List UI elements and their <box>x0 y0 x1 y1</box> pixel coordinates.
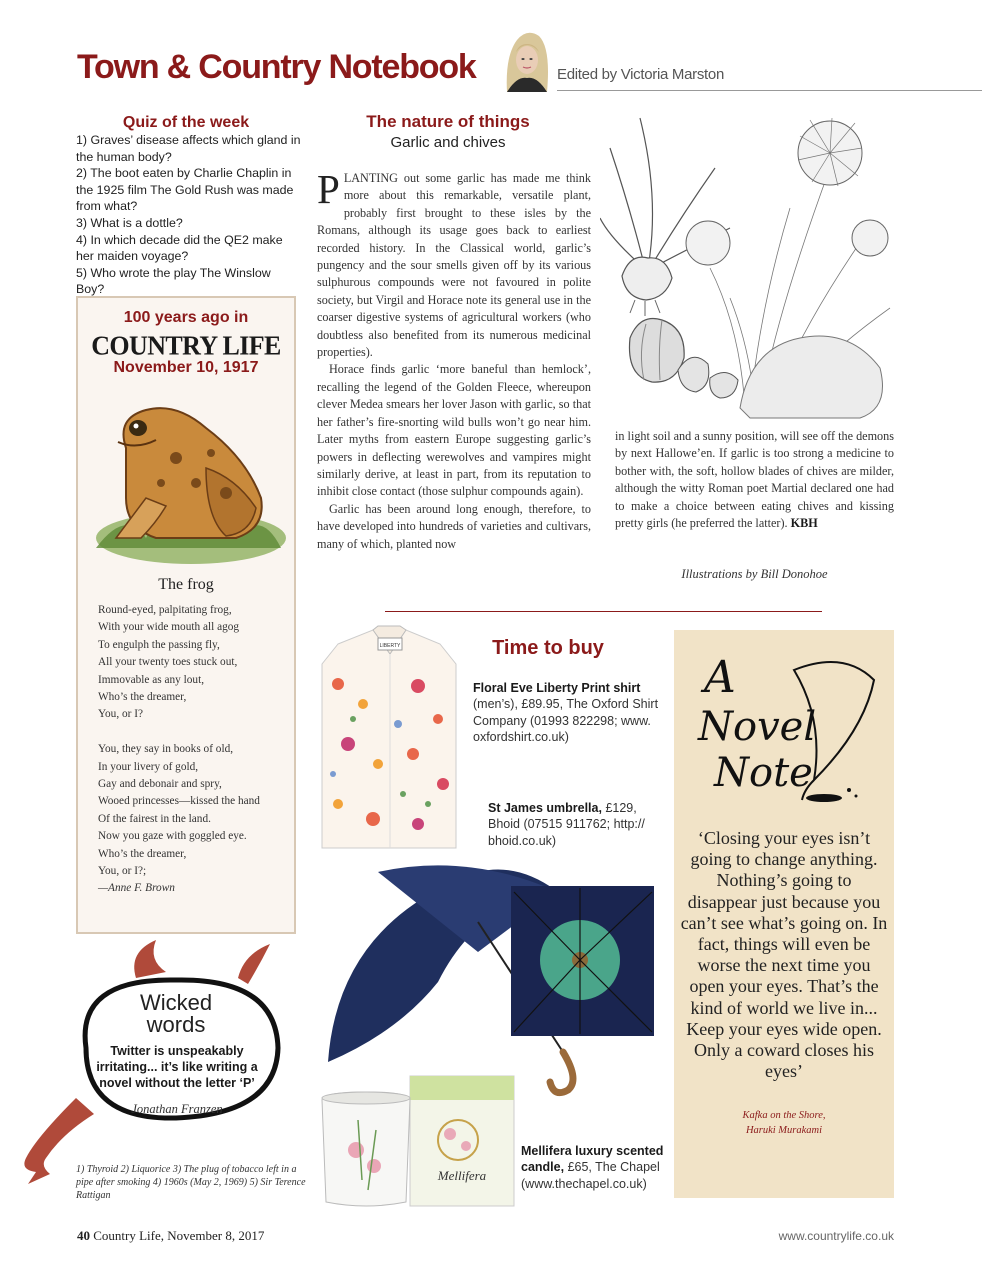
poem-line: With your wide mouth all agog <box>98 621 240 634</box>
shirt-detail: (men’s), £89.95, The Oxford Shirt Company (01993 822298; www. oxfordshirt.co.uk) <box>473 697 659 745</box>
illustration-credit: Illustrations by Bill Donohoe <box>681 567 828 581</box>
poem-line: You, they say in books of old, <box>98 743 234 756</box>
umbrella-detail: £129, Bhoid (07515 911762; http:// bhoid.co.uk) <box>488 801 645 848</box>
nature-paragraph: Horace finds garlic ‘more baneful than hemlock’, recalling the legend of the Golden Fleece, whereupon clever Medea smears her lover Jason with garlic, so that her father’s fire-snorting wild bulls won’t go near him. Later myths from eastern Europe suggesting garlic’s powers in deflecting werewolves and vampires might similarly derive, at least in part, from its reputation to inhibit close contact (those sulphur compounds again). <box>317 362 591 499</box>
wicked-quote: Twitter is unspeakably irritating... it’s like writing a novel without the letter ‘P’ <box>96 1044 258 1090</box>
poem-line: To engulph the passing fly, <box>98 638 220 651</box>
poem-line: Of the fairest in the land. <box>98 812 211 825</box>
quiz-title: Quiz of the week <box>122 114 250 131</box>
shirt-name: Floral Eve Liberty Print shirt <box>473 681 641 695</box>
novel-note-heading-art <box>674 630 894 830</box>
page-footer <box>77 1228 264 1244</box>
website-url: www.countrylife.co.uk <box>778 1229 894 1243</box>
poem-line: Gay and debonair and spry, <box>98 778 222 791</box>
poem-line: Who’s the dreamer, <box>98 691 187 704</box>
floral-shirt-image <box>318 624 460 852</box>
drop-cap: P <box>317 166 340 212</box>
editor-credit: Edited by Victoria Marston <box>557 66 725 83</box>
editor-portrait <box>497 26 555 92</box>
shirt-label: LIBERTY <box>379 643 401 649</box>
nature-title: The nature of things <box>366 112 530 131</box>
candle-name: Mellifera luxury scented candle, <box>521 1144 664 1175</box>
nature-article-column-2 <box>615 428 894 532</box>
nature-paragraph: LANTING out some garlic has made me think more about this remarkable, versatile plant, probably first brought to these isles by the Romans, although its usage goes back to earliest recorded history. In the Classical world, garlic’s pungency and the sour smells given off by its various sulphurous compounds were not favoured in polite society, but Virgil and Horace note its general use in the coarser digestive systems of agricultural workers (who doubtless also benefited from its numerous medicinal properties). <box>317 171 591 360</box>
wicked-words-title <box>96 992 256 1036</box>
poem <box>98 602 293 898</box>
quiz-item: 2) The boot eaten by Charlie Chaplin in the 1925 film The Gold Rush was made from what? <box>76 166 294 214</box>
frog-illustration <box>86 388 286 568</box>
quiz-item: 1) Graves’ disease affects which gland in the human body? <box>76 133 301 164</box>
page-title: Town & Country Notebook <box>77 48 476 86</box>
candle-image <box>318 1070 516 1210</box>
poem-stanza-break <box>98 724 293 741</box>
shirt-description <box>473 680 663 746</box>
nature-article-column-1 <box>317 166 591 553</box>
wicked-title-line: words <box>146 1012 206 1037</box>
poem-line: In your livery of gold, <box>98 760 199 773</box>
time-to-buy-title: Time to buy <box>492 637 604 659</box>
page-number: 40 <box>77 1228 90 1243</box>
poem-line: Now you gaze with goggled eye. <box>98 830 247 843</box>
poem-line: You, or I?; <box>98 865 147 878</box>
poem-line: You, or I? <box>98 708 143 721</box>
country-life-masthead: COUNTRY LIFE <box>91 330 281 361</box>
publication-info: Country Life, November 8, 2017 <box>93 1228 265 1243</box>
quiz-item: 4) In which decade did the QE2 make her maiden voyage? <box>76 232 283 264</box>
wicked-author: Jonathan Franzen <box>131 1102 223 1116</box>
section-rule <box>385 611 822 612</box>
author-initials: KBH <box>790 516 818 531</box>
quiz-list <box>76 132 301 298</box>
novel-note-line-2: Novel <box>698 704 817 750</box>
umbrella-name: St James umbrella, <box>488 801 602 815</box>
nature-paragraph: Garlic has been around long enough, therefore, to have developed into hundreds of varieties and cultivars, many of which, planted now <box>317 501 591 551</box>
candle-box-label: Mellifera <box>437 1168 487 1183</box>
poem-line: Who’s the dreamer, <box>98 847 187 860</box>
umbrella-image <box>318 862 658 1102</box>
novel-source-title: Kafka on the Shore, <box>742 1110 826 1121</box>
poem-line: Round-eyed, palpitating frog, <box>98 604 232 616</box>
umbrella-description <box>488 800 660 849</box>
novel-note-line-3: Note <box>714 750 813 796</box>
quiz-answers: 1) Thyroid 2) Liquorice 3) The plug of tobacco left in a pipe after smoking 4) 1960s (May 2, 1969) 5) Sir Terence Rattigan <box>76 1164 306 1201</box>
novel-note-line-1: A <box>704 652 736 703</box>
quiz-item: 3) What is a dottle? <box>76 215 183 230</box>
poem-line: Wooed princesses—kissed the hand <box>98 795 260 808</box>
garlic-chives-illustration <box>600 108 896 426</box>
header-rule <box>557 90 982 91</box>
novel-source <box>680 1108 888 1138</box>
candle-description <box>521 1143 681 1192</box>
poem-title: The frog <box>158 576 214 593</box>
hundred-years-heading: 100 years ago in <box>123 309 249 326</box>
candle-detail: £65, The Chapel (www.thechapel.co.uk) <box>521 1160 660 1191</box>
wicked-title-line: Wicked <box>139 990 213 1015</box>
poem-line: All your twenty toes stuck out, <box>98 656 238 669</box>
novel-source-author: Haruki Murakami <box>745 1125 823 1136</box>
novel-quote: ‘Closing your eyes isn’t going to change anything. Nothing’s going to disappear just because you can’t see what’s going on. In fact, things will even be worse the next time you open your eyes. That’s the kind of world we live in... Keep your eyes wide open. Only a coward closes his eyes’ <box>680 828 888 1082</box>
hundred-years-date: November 10, 1917 <box>113 359 259 376</box>
poem-author: —Anne F. Brown <box>98 882 175 895</box>
poem-line: Immovable as any lout, <box>98 673 205 686</box>
nature-paragraph: in light soil and a sunny position, will see off the demons by next Hallowe’en. If garlic is too strong a medicine to bother with, the soft, hollow blades of chives are milder, although the witty Roman poet Martial declared one had to make a choice between eating chives and kissing pretty girls (he preferred the latter). <box>615 429 894 531</box>
quiz-item: 5) Who wrote the play The Winslow Boy? <box>76 265 271 297</box>
nature-subtitle: Garlic and chives <box>390 134 506 151</box>
